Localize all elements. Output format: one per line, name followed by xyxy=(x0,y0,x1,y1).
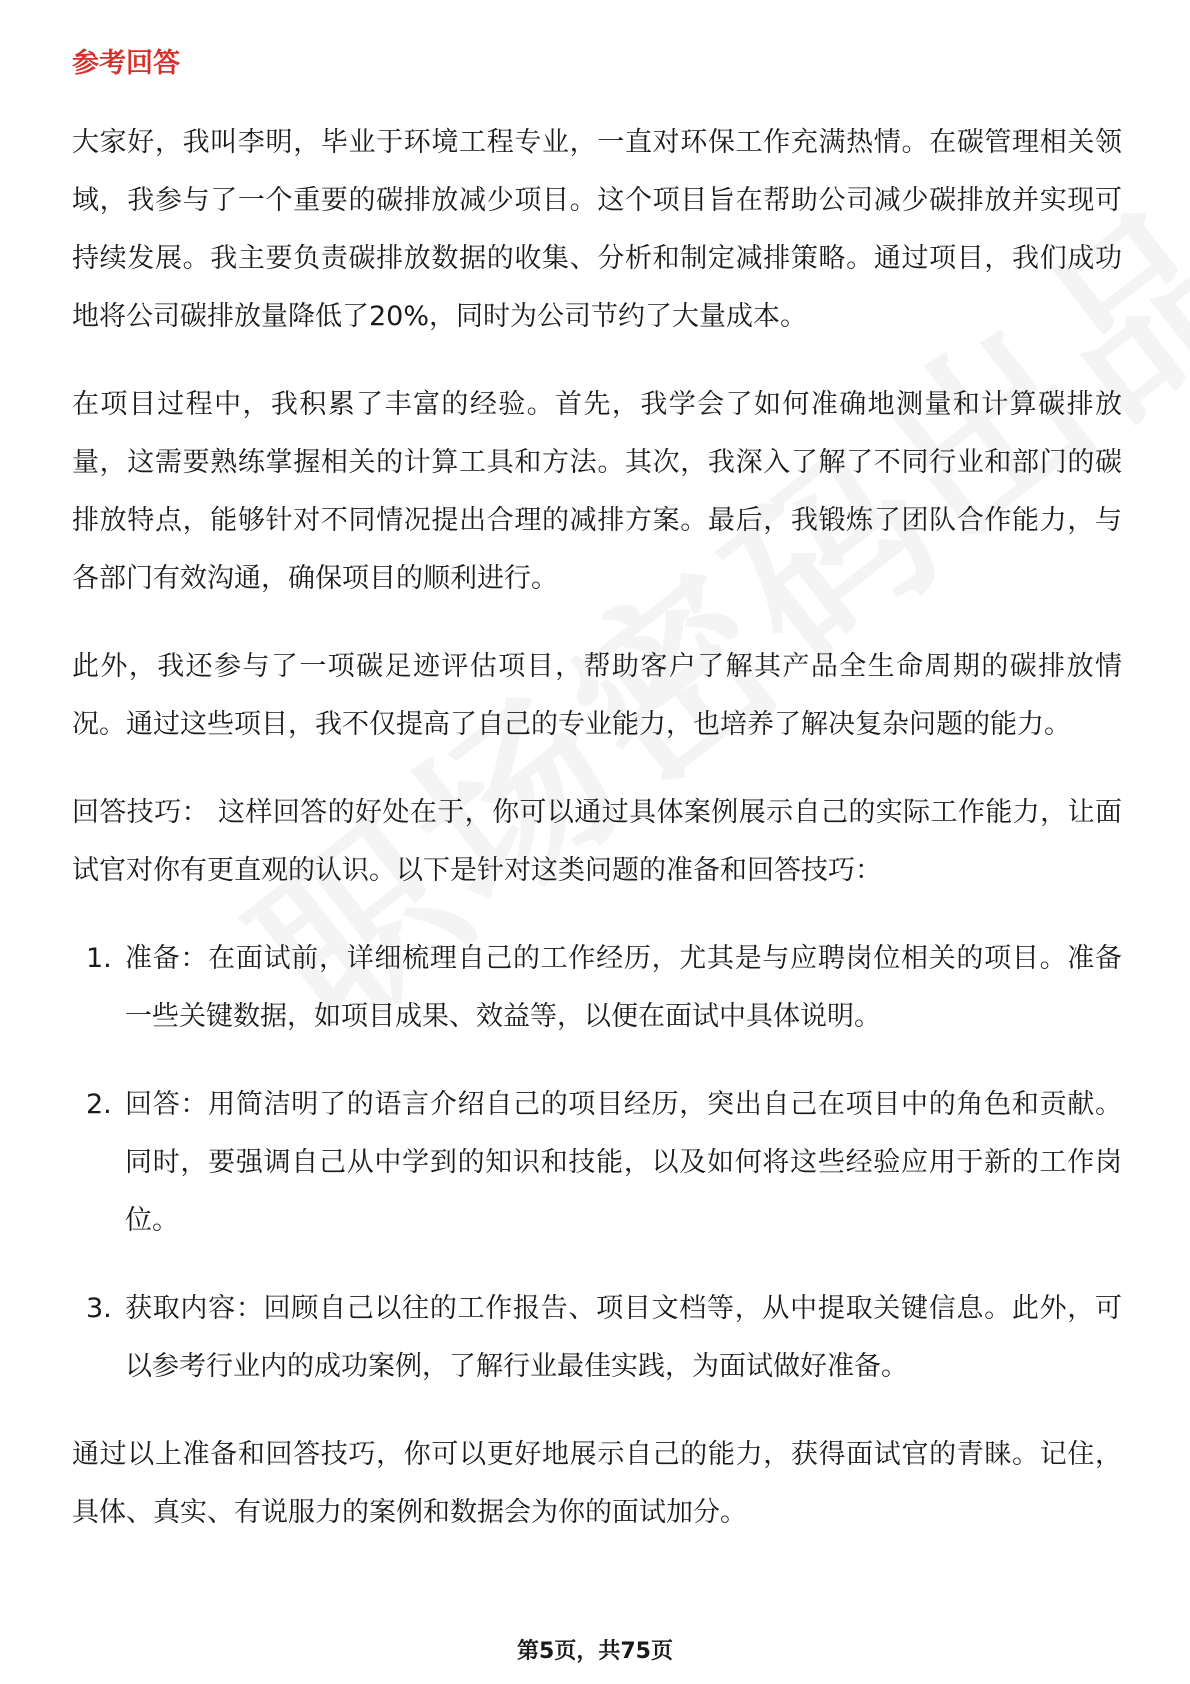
list-number: 2. xyxy=(86,1089,112,1120)
list-item xyxy=(72,1076,1122,1250)
list-item xyxy=(72,1280,1122,1396)
page-number: 第5页，共75页 xyxy=(517,1639,673,1664)
list-number: 3. xyxy=(86,1293,112,1324)
paragraph-tips: 回答技巧： 这样回答的好处在于，你可以通过具体案例展示自己的实际工作能力，让面试官对你有更直观的认识。以下是针对这类问题的准备和回答技巧： xyxy=(72,797,1122,886)
list-item xyxy=(72,930,1122,1046)
document-body xyxy=(72,44,1122,1572)
list-number: 1. xyxy=(86,943,112,974)
list-text: 回答：用简洁明了的语言介绍自己的项目经历，突出自己在项目中的角色和贡献。同时，要强调自己从中学到的知识和技能，以及如何将这些经验应用于新的工作岗位。 xyxy=(125,1089,1122,1236)
list-text: 获取内容：回顾自己以往的工作报告、项目文档等，从中提取关键信息。此外，可以参考行业内的成功案例，了解行业最佳实践，为面试做好准备。 xyxy=(125,1293,1122,1382)
section-heading: 参考回答 xyxy=(72,48,180,79)
paragraph-closing: 通过以上准备和回答技巧，你可以更好地展示自己的能力，获得面试官的青睐。记住，具体、真实、有说服力的案例和数据会为你的面试加分。 xyxy=(72,1439,1122,1528)
paragraph-experience: 在项目过程中，我积累了丰富的经验。首先，我学会了如何准确地测量和计算碳排放量，这需要熟练掌握相关的计算工具和方法。其次，我深入了解了不同行业和部门的碳排放特点，能够针对不同情况提出合理的减排方案。最后，我锻炼了团队合作能力，与各部门有效沟通，确保项目的顺利进行。 xyxy=(72,389,1122,594)
paragraph-intro: 大家好，我叫李明，毕业于环境工程专业，一直对环保工作充满热情。在碳管理相关领域，我参与了一个重要的碳排放减少项目。这个项目旨在帮助公司减少碳排放并实现可持续发展。我主要负责碳排放数据的收集、分析和制定减排策略。通过项目，我们成功地将公司碳排放量降低了20%，同时为公司节约了大量成本。 xyxy=(72,127,1122,332)
list-text: 准备：在面试前，详细梳理自己的工作经历，尤其是与应聘岗位相关的项目。准备一些关键数据，如项目成果、效益等，以便在面试中具体说明。 xyxy=(125,943,1122,1032)
paragraph-additional: 此外，我还参与了一项碳足迹评估项目，帮助客户了解其产品全生命周期的碳排放情况。通过这些项目，我不仅提高了自己的专业能力，也培养了解决复杂问题的能力。 xyxy=(72,651,1122,740)
tips-list xyxy=(72,930,1122,1396)
